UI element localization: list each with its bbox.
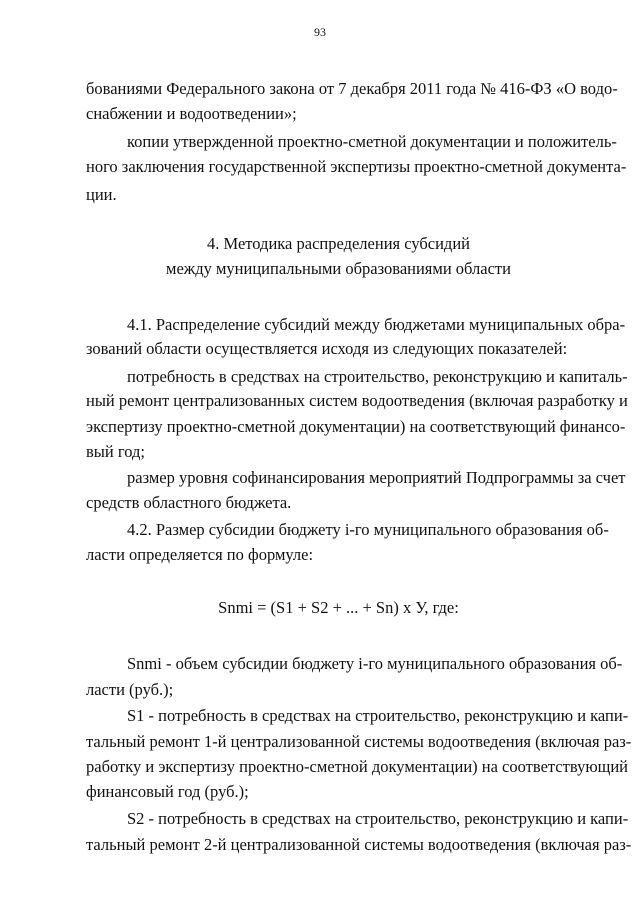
text-line: S1 - потребность в средствах на строительство, реконструкцию и капи-: [127, 706, 629, 725]
formula: Snmi = (S1 + S2 + ... + Sn) х У, где:: [218, 598, 459, 617]
text-line: бованиями Федерального закона от 7 декабря 2011 года № 416-ФЗ «О водо-: [86, 79, 618, 98]
text-line: размер уровня софинансирования мероприятий Подпрограммы за счет: [127, 468, 626, 487]
text-line: потребность в средствах на строительство, реконструкцию и капиталь-: [127, 367, 628, 386]
text-line: ный ремонт централизованных систем водоотведения (включая разработку и: [86, 391, 628, 410]
text-line: средств областного бюджета.: [86, 493, 292, 512]
text-line: ного заключения государственной экспертизы проектно-сметной документа-: [86, 157, 627, 176]
section-heading: 4. Методика распределения субсидий: [207, 234, 470, 253]
text-line: тальный ремонт 1-й централизованной системы водоотведения (включая раз-: [86, 732, 632, 751]
text-line: снабжении и водоотведении»;: [86, 104, 297, 123]
page-number: 93: [314, 25, 326, 39]
text-line: копии утвержденной проектно-сметной документации и положитель-: [127, 132, 617, 151]
text-line: Snmi - объем субсидии бюджету i-го муниципального образования об-: [127, 654, 623, 673]
text-line: экспертизу проектно-сметной документации) на соответствующий финансо-: [86, 417, 626, 436]
text-line: вый год;: [86, 442, 145, 461]
text-line: S2 - потребность в средствах на строительство, реконструкцию и капи-: [127, 809, 629, 828]
text-line: работку и экспертизу проектно-сметной документации) на соответствующий: [86, 757, 629, 776]
text-line: финансовый год (руб.);: [86, 782, 249, 801]
text-line: тальный ремонт 2-й централизованной системы водоотведения (включая раз-: [86, 835, 632, 854]
text-line: зований области осуществляется исходя из следующих показателей:: [86, 339, 568, 358]
text-line: 4.1. Распределение субсидий между бюджетами муниципальных обра-: [127, 315, 626, 334]
text-line: ласти определяется по формуле:: [86, 545, 314, 564]
text-line: ласти (руб.);: [86, 680, 174, 699]
text-line: ции.: [86, 185, 117, 204]
section-heading: между муниципальными образованиями области: [166, 259, 511, 278]
text-line: 4.2. Размер субсидии бюджету i-го муниципального образования об-: [127, 520, 609, 539]
